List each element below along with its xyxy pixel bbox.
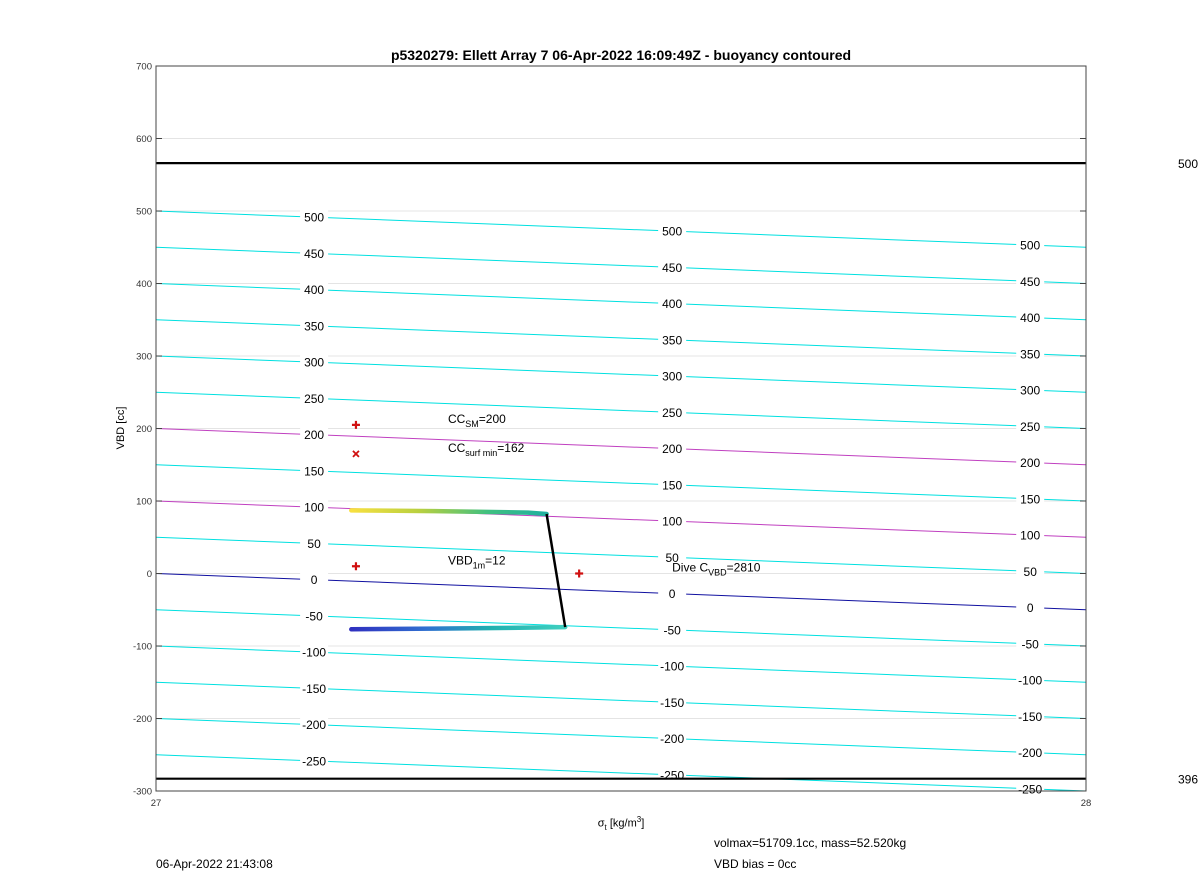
contour-line — [156, 682, 1086, 718]
y-tick-label: -100 — [132, 641, 152, 653]
marker-plus — [352, 562, 360, 570]
contour-label: 450 — [662, 260, 683, 275]
contour-label: 0 — [668, 587, 676, 602]
y-tick-label: 600 — [136, 134, 152, 145]
grid — [156, 139, 1086, 719]
contour-label: -250 — [1018, 782, 1043, 797]
x-axis-label-sup: 3 — [636, 815, 642, 824]
contour-line — [156, 284, 1086, 320]
contour-label: 50 — [307, 536, 321, 551]
contour-label: 0 — [310, 573, 318, 588]
contour-line — [156, 755, 1086, 791]
y-tick-label: -300 — [132, 786, 152, 798]
y-tick-label: 500 — [136, 206, 152, 218]
contour-line — [156, 646, 1086, 682]
contour-label: 450 — [304, 246, 325, 261]
marker-label: $CC_{surf min}=162$ — [447, 440, 525, 458]
reference-line-label: 500 — [1178, 157, 1199, 172]
contour-label: 0 — [1026, 601, 1034, 616]
contour-label: 150 — [662, 478, 683, 493]
y-tick-label: 300 — [136, 351, 152, 363]
contour-label: -100 — [660, 659, 685, 674]
contour-label: 100 — [304, 500, 325, 515]
contour-line — [156, 211, 1086, 247]
contour-line — [156, 247, 1086, 283]
x-axis-label — [598, 815, 645, 832]
contour-label: -50 — [305, 609, 323, 624]
footer-volmax: volmax=51709.1cc, mass=52.520kg — [714, 836, 907, 850]
x-axis-label-units: [kg/m — [606, 817, 637, 830]
contour-label: -150 — [1018, 709, 1043, 724]
contour-label: 400 — [1020, 311, 1041, 326]
contour-label: 400 — [662, 297, 683, 312]
contour-labels — [300, 210, 1044, 796]
y-tick-label: -200 — [132, 714, 152, 725]
contour-label: -250 — [660, 768, 685, 783]
contour-label: 350 — [304, 319, 325, 334]
contour-label: 150 — [1020, 492, 1041, 507]
contour-label: 250 — [662, 405, 683, 420]
contour-label: 350 — [662, 333, 683, 348]
contour-line — [156, 320, 1086, 356]
contour-label: 100 — [1020, 528, 1041, 543]
contour-label: 50 — [665, 550, 679, 565]
contour-label: -50 — [1021, 637, 1039, 652]
marker-plus — [575, 570, 583, 578]
y-tick-label: 0 — [146, 569, 152, 580]
x-axis-label-symbol: σ — [597, 817, 605, 830]
contour-label: 500 — [1020, 238, 1041, 253]
x-tick-label: 28 — [1080, 798, 1092, 809]
marker-cross — [353, 451, 359, 457]
contour-label: -50 — [663, 623, 681, 638]
contour-line — [156, 356, 1086, 392]
dive-connector — [547, 514, 566, 627]
marker-label: $CC_{SM}=200$ — [447, 411, 506, 429]
contour-label: 200 — [304, 428, 325, 443]
contour-label: -200 — [660, 732, 685, 747]
x-axis-label-sub: t — [604, 822, 607, 832]
contour-label: 250 — [304, 391, 325, 406]
contour-label: -150 — [660, 695, 685, 710]
contour-label: -200 — [1018, 746, 1043, 761]
contour-line — [156, 537, 1086, 573]
footer-date: 06-Apr-2022 21:43:08 — [156, 857, 273, 871]
contour-label: 450 — [1020, 274, 1041, 289]
footer-bias: VBD bias = 0cc — [714, 857, 797, 871]
reference-line-label: 396 — [1178, 772, 1199, 787]
contour-label: -150 — [302, 681, 327, 696]
chart-title: p5320279: Ellett Array 7 06-Apr-2022 16:09:49Z - buoyancy contoured — [390, 47, 852, 63]
x-tick-label: 27 — [150, 798, 162, 809]
contour-line — [156, 574, 1086, 610]
contour-label: -200 — [302, 718, 327, 733]
descent-trace — [351, 510, 546, 514]
contour-line — [156, 719, 1086, 755]
axes — [133, 62, 1091, 810]
contour-label: 400 — [304, 283, 325, 298]
contour-line — [156, 429, 1086, 465]
contour-line — [156, 610, 1086, 646]
marker-label: $VBD_{1m}=12$ — [447, 553, 506, 571]
ascent-trace — [351, 627, 565, 629]
marker-plus — [352, 421, 360, 429]
marker-label: Dive $C_{VBD}=2810$ — [672, 560, 761, 578]
y-tick-label: 400 — [136, 279, 152, 290]
contour-label: 300 — [304, 355, 325, 370]
dive-path — [351, 510, 565, 629]
contour-label: 150 — [304, 464, 325, 479]
contour-label: 250 — [1020, 419, 1041, 434]
x-axis-label-end: ] — [641, 817, 645, 830]
contour-label: 500 — [304, 210, 325, 225]
y-tick-label: 100 — [136, 496, 152, 508]
contour-label: 50 — [1023, 564, 1037, 579]
y-tick-label: 700 — [136, 61, 152, 73]
contour-label: -250 — [302, 754, 327, 769]
contour-label: 300 — [1020, 383, 1041, 398]
contour-label: 300 — [662, 369, 683, 384]
contour-line — [156, 392, 1086, 428]
contour-label: 200 — [662, 442, 683, 457]
y-axis-label: VBD [cc] — [115, 406, 127, 450]
contour-label: 200 — [1020, 456, 1041, 471]
contour-label: 100 — [662, 514, 683, 529]
contour-line — [156, 465, 1086, 501]
contour-label: 350 — [1020, 347, 1041, 362]
y-tick-label: 200 — [136, 424, 152, 435]
contour-label: 500 — [662, 224, 683, 239]
contour-label: -100 — [302, 645, 327, 660]
contour-label: -100 — [1018, 673, 1043, 688]
contour-line — [156, 501, 1086, 537]
